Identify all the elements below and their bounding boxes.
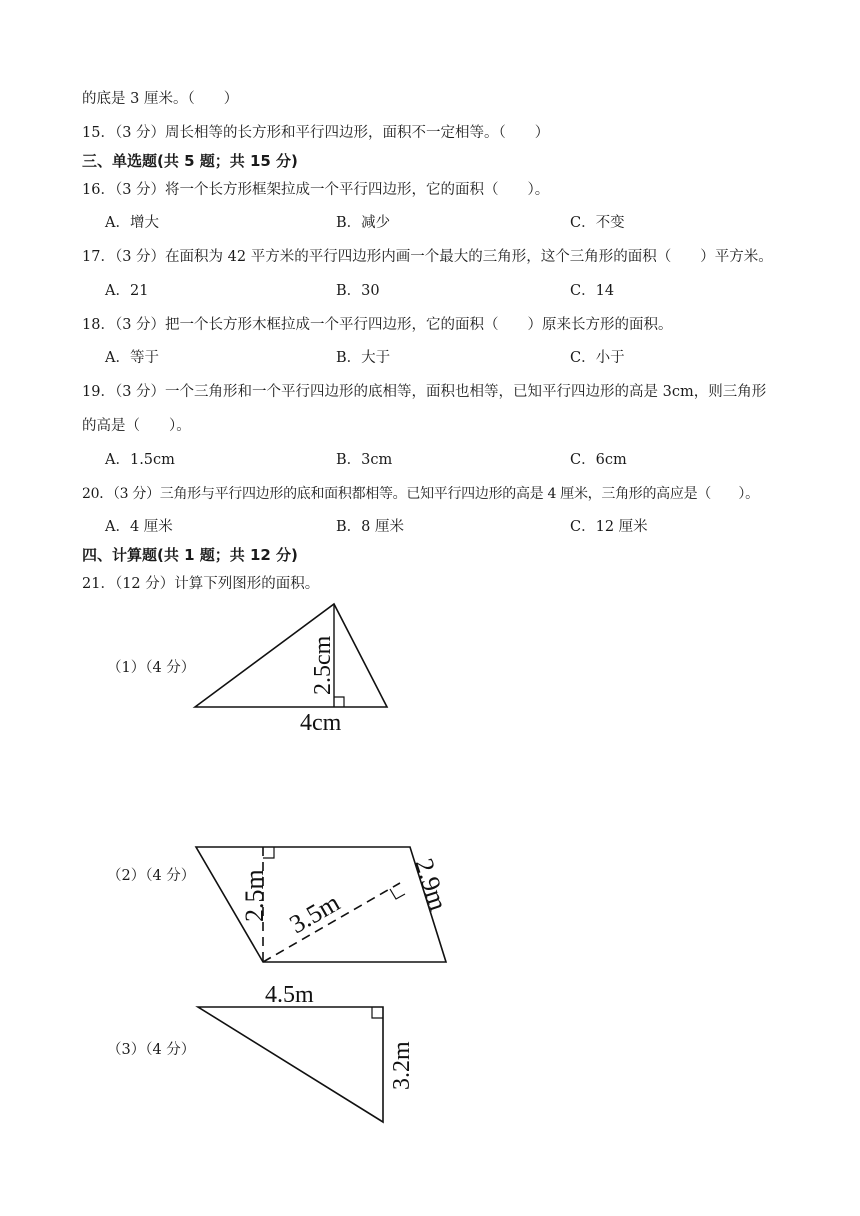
q20-option-b: B．8 厘米 xyxy=(336,519,404,535)
q18-option-b: B．大于 xyxy=(336,350,391,366)
q14-tail: 的底是 3 厘米。（ ） xyxy=(82,91,239,107)
q16-option-c: C．不变 xyxy=(570,215,625,231)
q17-option-c: C．14 xyxy=(570,283,615,299)
q15: 15．（3 分）周长相等的长方形和平行四边形，面积不一定相等。（ ） xyxy=(82,125,550,141)
q18-option-c: C．小于 xyxy=(570,350,625,366)
q19-option-b: B．3cm xyxy=(336,452,393,468)
q16-option-a: A．增大 xyxy=(105,215,159,231)
q20-option-a: A．4 厘米 xyxy=(105,519,173,535)
figure-3-side-label: 3.2m xyxy=(389,1041,415,1090)
q21: 21．（12 分）计算下列图形的面积。 xyxy=(82,576,320,592)
q19-line1: 19．（3 分）一个三角形和一个平行四边形的底相等，面积也相等，已知平行四边形的高是 3cm，则三角形 xyxy=(82,384,767,400)
q17: 17．（3 分）在面积为 42 平方米的平行四边形内画一个最大的三角形，这个三角形的面积（ ）平方米。 xyxy=(82,249,773,265)
q19-option-a: A．1.5cm xyxy=(105,452,175,468)
q19-option-c: C．6cm xyxy=(570,452,627,468)
figure-3-label: （3）（4 分） xyxy=(107,1042,196,1058)
section-4-heading: 四、计算题(共 1 题；共 12 分) xyxy=(82,546,298,564)
figure-1-base-label: 4cm xyxy=(300,710,342,736)
q20: 20．（3 分）三角形与平行四边形的底和面积都相等。已知平行四边形的高是 4 厘米，三角形的高应是（ ）。 xyxy=(82,486,759,502)
figure-2-height-label: 2.5m xyxy=(240,869,269,922)
q17-option-a: A．21 xyxy=(105,283,149,299)
figure-3-top-label: 4.5m xyxy=(265,982,314,1008)
figure-2-diagonal-label: 3.5m xyxy=(284,887,345,940)
q19-line2: 的高是（ ）。 xyxy=(82,418,191,434)
q16-option-b: B．减少 xyxy=(336,215,391,231)
figure-2-label: （2）（4 分） xyxy=(107,868,196,884)
q20-option-c: C．12 厘米 xyxy=(570,519,648,535)
section-3-heading: 三、单选题(共 5 题；共 15 分) xyxy=(82,152,298,170)
q16: 16．（3 分）将一个长方形框架拉成一个平行四边形，它的面积（ ）。 xyxy=(82,182,550,198)
figure-1-label: （1）（4 分） xyxy=(107,660,196,676)
q17-option-b: B．30 xyxy=(336,283,380,299)
figure-2-side-label: 2.9m xyxy=(409,854,454,915)
q18: 18．（3 分）把一个长方形木框拉成一个平行四边形，它的面积（ ）原来长方形的面积。 xyxy=(82,317,673,333)
q18-option-a: A．等于 xyxy=(105,350,159,366)
figure-1-height-label: 2.5cm xyxy=(310,635,336,695)
